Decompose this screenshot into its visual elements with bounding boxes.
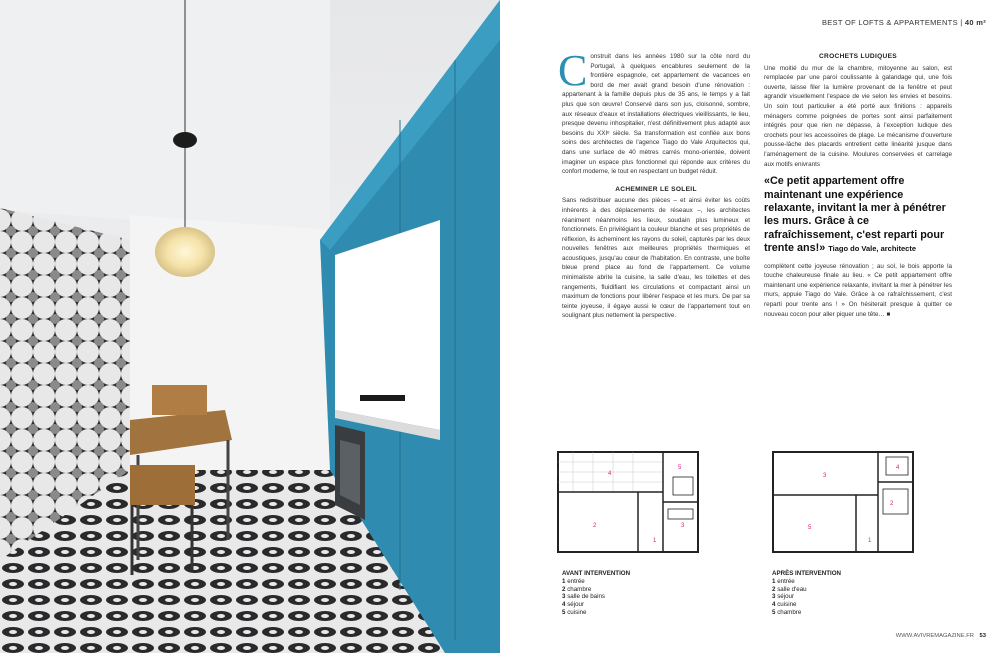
legend-item: 1 entrée	[562, 577, 585, 585]
header-section: BEST OF LOFTS & APPARTEMENTS	[821, 18, 958, 27]
header-separator: |	[960, 18, 963, 27]
legend-item: 3 salle de bains	[562, 593, 606, 601]
article-column-2	[764, 52, 952, 319]
legend-item: 5 chambre	[772, 608, 802, 616]
legend-item: 1 entrée	[772, 577, 795, 585]
legend-item: 4 cuisine	[772, 601, 797, 609]
plan-before-label-1: 1	[653, 538, 657, 544]
legend-after-title: APRÈS INTERVENTION	[772, 570, 841, 577]
plan-before-label-3: 3	[681, 523, 685, 529]
pull-quote-text: «Ce petit appartement offre maintenant une expérience relaxante, invitant la mer à pénétrer les murs. Grâce à ce rafraîchissement, c'est reparti pour trente ans!»	[764, 175, 946, 255]
page-footer	[896, 633, 986, 639]
plan-after-label-2: 2	[890, 501, 894, 507]
pull-quote	[764, 175, 952, 255]
pull-quote-author: Tiago do Vale, architecte	[828, 244, 917, 254]
floor-plan-before	[553, 447, 703, 557]
legend-before	[562, 570, 630, 617]
plan-before-label-4: 4	[608, 471, 612, 477]
plan-after-label-4: 4	[896, 465, 900, 471]
legend-item: 2 salle d'eau	[772, 585, 807, 593]
plan-after-label-3: 3	[823, 473, 827, 479]
paragraph-crochets: Une moitié du mur de la chambre, mitoyenne au salon, est remplacée par une paroi coulissante à galandage qui, une fois ouverte, laisse filer la lumière provenant de la fenêtre et peut agrandir visuellement l'espace de vie selon les envies et besoins. Un soin tout particulier a été porté aux finitions : appareils ménagers comme poignées de portes sont ainsi parfaitement intégrés pour que rien ne dépasse, à l'exception ludique des crochets pour les accessoires de plage. Le mécanisme d'ouverture pousse-lâche des placards entretient cette linéarité jusque dans l'aménagement de la cuisine. Moulures conservées et carrelage aux motifs enivrants	[764, 64, 952, 168]
legend-item: 2 chambre	[562, 585, 592, 593]
article-column-1	[558, 46, 750, 321]
page-number: 53	[979, 633, 986, 639]
subheading-acheminer: ACHEMINER LE SOLEIL	[615, 185, 697, 193]
closing-paragraph: complètent cette joyeuse rénovation ; au sol, le bois apporte la touche chaleureuse finale au lieu. « Ce petit appartement offre maintenant une expérience relaxante, invitant la mer à pénétrer les murs, appuie Tiago do Vale. Grâce à ce rafraîchissement, c'est reparti pour trente ans ! » On hésiterait presque à quitter ce nouveau cocon pour aller piquer une tête… ■	[764, 262, 952, 318]
legend-item: 4 séjour	[562, 601, 585, 609]
paragraph-acheminer: Sans redistribuer aucune des pièces – et ainsi éviter les coûts inhérents à des déplacements de réseaux –, les architectes réaniment néanmoins les lieux, soudain plus lumineux et fonctionnels. En privilégiant la couleur blanche et ses propriétés de réflexion, ils acheminent les rayons du soleil, capturés par les deux nouvelles fenêtres aux meilleures propriétés thermiques et acoustiques, jusqu'au cœur de l'habitation. En contraste, une boîte bleue prend place au fond de l'appartement. Ce volume minimaliste abrite la cuisine, la salle d'eau, les toilettes et des rangements, fluidifiant les circulations et compactant ainsi un maximum de fonctions pour libérer l'espace et les murs. De par sa teinte joyeuse, il égaye aussi le cœur de l'appartement tout en soulignant plus nettement la perspective.	[562, 197, 750, 320]
floor-plan-after	[768, 447, 918, 557]
legend-after	[772, 570, 841, 617]
plan-before-label-5: 5	[678, 465, 682, 471]
intro-paragraph: onstruit dans les années 1980 sur la côte nord du Portugal, à quelques encablures seulement de la frontière espagnole, cet appartement de vacances en bord de mer avait grand besoin d'une rénovation : appartenant à la famille depuis plus de 35 ans, le temps y a fait plus que son œuvre! Conservé dans son jus, cloisonné, sombre, aux réseaux d'eaux et installations électriques vieillissants, le lieu, presque devenu inhospitalier, n'est définitivement plus adapté aux besoins du XXIᵉ siècle. Sa transformation est confiée aux bons soins des architectes de l'agence Tiago do Vale Arquitectos qui, dans une surface de 40 mètres carrés mono-orientée, doivent imaginer un espace plus fonctionnel qui réponde aux critères du confort moderne, le tout en respectant un budget réduit.	[562, 53, 750, 176]
running-header	[822, 18, 986, 27]
plan-after-label-1: 1	[868, 538, 872, 544]
plan-after-label-5: 5	[808, 525, 812, 531]
article-page	[500, 0, 1000, 653]
plan-before-label-2: 2	[593, 523, 597, 529]
subheading-crochets: CROCHETS LUDIQUES	[818, 53, 897, 60]
legend-before-title: AVANT INTERVENTION	[562, 570, 631, 577]
dropcap: C	[558, 46, 588, 95]
legend-item: 3 séjour	[772, 593, 795, 601]
legend-item: 5 cuisine	[562, 608, 587, 616]
footer-site[interactable]: WWW.AVIVREMAGAZINE.FR	[895, 633, 974, 639]
header-size: 40 m²	[964, 18, 986, 27]
